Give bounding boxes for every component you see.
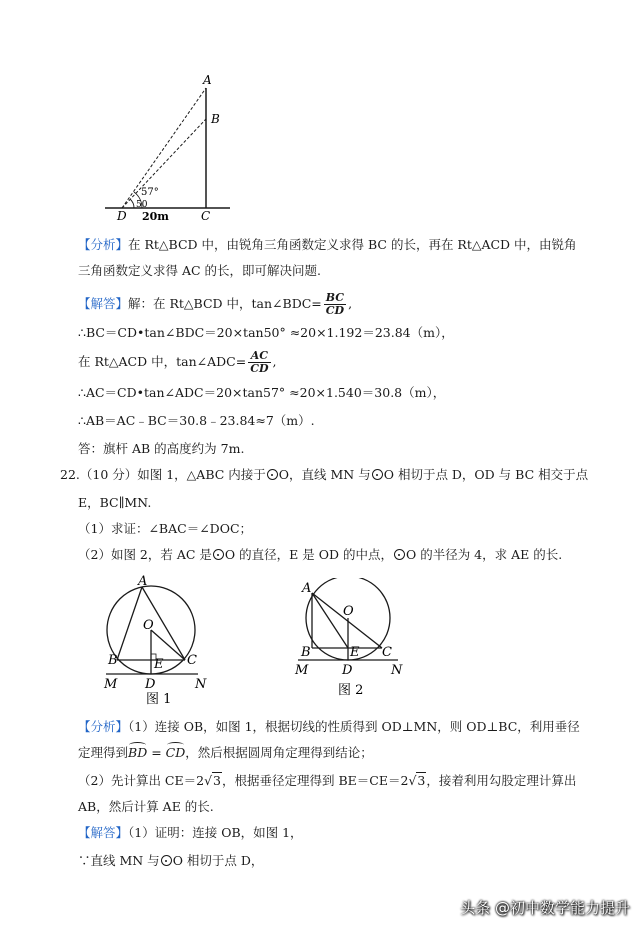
solution1-line5 [78,412,315,430]
analysis1-line2 [78,262,321,280]
fig2-label-n: N [391,663,403,678]
angle-arc-small [130,199,134,208]
solution2-text2a: ∵直线 MN 与 [78,853,160,868]
q22-line1 [60,466,588,484]
solution1-line1 [78,292,352,317]
q22-part1 [78,520,252,538]
arc-cd: CD [165,745,186,760]
circle-dot-icon [394,549,405,560]
sightline-db [122,119,206,208]
solution1-line6 [78,440,244,458]
q22-text2: E，BC∥MN. [78,495,152,510]
solution-tag: 【解答】 [78,296,129,311]
analysis2-text4: AB，然后计算 AE 的长. [78,799,214,814]
fig1-label-n: N [195,677,207,692]
analysis2-text1: （1）连接 OB，如图 1，根据切线的性质得到 OD⊥MN，则 OD⊥BC，利用垂径 [128,719,580,734]
q22-part2-text-b: O 的直径，E 是 OD 的中点， [224,547,393,562]
watermark: 头条 @初中数学能力提升 [460,899,630,917]
analysis2-line2 [78,744,373,762]
figure-1 [98,575,218,710]
solution1-text2: ∴BC＝CD•tan∠BDC＝20×tan50° ≈20×1.192＝23.84（m）， [78,325,454,340]
sqrt-3: √3 [204,773,221,788]
label-angle-57: 57° [141,187,159,198]
analysis1-line1 [78,236,577,254]
solution2-line2 [78,852,263,870]
fig2-label-m: M [295,663,309,678]
fraction-denominator: CD [325,304,345,317]
analysis2-line3 [78,772,576,790]
fig2-label-a: A [302,581,312,596]
fig1-label-d: D [145,677,156,692]
solution1-punct1: , [348,296,353,311]
fig1-label-o: O [143,618,154,633]
solution1-line4 [78,384,445,402]
circle-dot-icon [267,469,278,480]
fig2-label-c: C [382,645,392,660]
circle-dot-icon [213,549,224,560]
segment-ae [312,593,348,648]
q22-text1a: 22.（10 分）如图 1，△ABC 内接于 [60,467,266,482]
solution2-text2b: O 相切于点 D， [172,853,264,868]
fig1-label-e: E [154,657,164,672]
fig2-label-b: B [301,645,311,660]
solution1-line3 [78,350,276,375]
analysis2-text3c: ，接着利用勾股定理计算出 [426,773,577,788]
solution2-text1: （1）证明：连接 OB，如图 1， [128,825,303,840]
analysis2-text3a: （2）先计算出 CE＝2 [78,773,205,788]
fig2-label-d: D [342,663,353,678]
arc-equals: = [147,745,166,760]
solution1-text6: 答：旗杆 AB 的高度约为 7m. [78,441,245,456]
q22-part2-text-c: O 的半径为 4，求 AE 的长. [405,547,563,562]
fig1-caption: 图 1 [146,692,172,707]
fraction-ac-cd [248,350,270,375]
figure-2 [290,578,410,703]
fraction-denominator: CD [250,362,269,375]
sqrt-radicand: 3 [213,773,221,788]
fig2-label-o: O [343,604,354,619]
solution1-text1: 解：在 Rt△BCD 中，tan∠BDC= [128,296,322,311]
analysis2-text2-pre: 定理得到 [78,745,129,760]
label-angle-50: 50 [136,200,148,210]
fig1-label-m: M [104,677,118,692]
analysis2-text2-post: ，然后根据圆周角定理得到结论； [185,745,373,760]
solution1-line2 [78,324,454,342]
analysis2-text3b: ，根据垂径定理得到 BE＝CE＝2 [222,773,409,788]
analysis-tag: 【分析】 [78,719,129,734]
arc-bd: BD [128,745,148,760]
fig1-label-b: B [108,653,118,668]
q22-text1b: O，直线 MN 与 [278,467,371,482]
solution2-line1 [78,824,303,842]
analysis2-line4 [78,798,214,816]
q22-part2 [78,546,562,564]
analysis1-text1: 在 Rt△BCD 中，由锐角三角函数定义求得 BC 的长，再在 Rt△ACD 中，由锐角 [128,237,577,252]
fig1-label-c: C [187,653,197,668]
solution1-punct3: , [272,354,277,369]
circle-dot-icon [372,469,383,480]
diameter-ac [312,593,382,648]
fig2-label-e: E [350,645,360,660]
label-d: D [117,209,127,222]
fraction-numerator: AC [248,350,270,363]
analysis2-line1 [78,718,580,736]
fig2-caption: 图 2 [338,683,364,698]
fig1-label-a: A [138,575,148,589]
q22-line2 [78,494,151,512]
q22-text1c: O 相切于点 D，OD 与 BC 相交于点 [383,467,589,482]
q22-part1-text: （1）求证：∠BAC＝∠DOC； [78,521,253,536]
solution1-text5: ∴AB＝AC﹣BC＝30.8﹣23.84≈7（m）. [78,413,315,428]
sqrt-3: √3 [408,773,426,788]
solution1-text4: ∴AC＝CD•tan∠ADC＝20×tan57° ≈20×1.540＝30.8（m）， [78,385,446,400]
sightline-da [122,88,206,208]
solution1-text3: 在 Rt△ACD 中，tan∠ADC= [78,354,247,369]
fraction-bc-cd [324,292,346,317]
analysis1-text2: 三角函数定义求得 AC 的长，即可解决问题. [78,263,322,278]
analysis-tag: 【分析】 [78,237,129,252]
q22-part2-text-a: （2）如图 2，若 AC 是 [78,547,212,562]
circle-dot-icon [161,855,172,866]
sqrt-radicand: 3 [417,773,426,788]
label-c: C [201,209,211,222]
flagpole-figure [95,72,245,222]
solution-tag: 【解答】 [78,825,129,840]
label-distance: 20m [142,210,169,222]
fraction-numerator: BC [324,292,346,305]
label-a: A [203,73,212,87]
label-b: B [211,112,220,126]
